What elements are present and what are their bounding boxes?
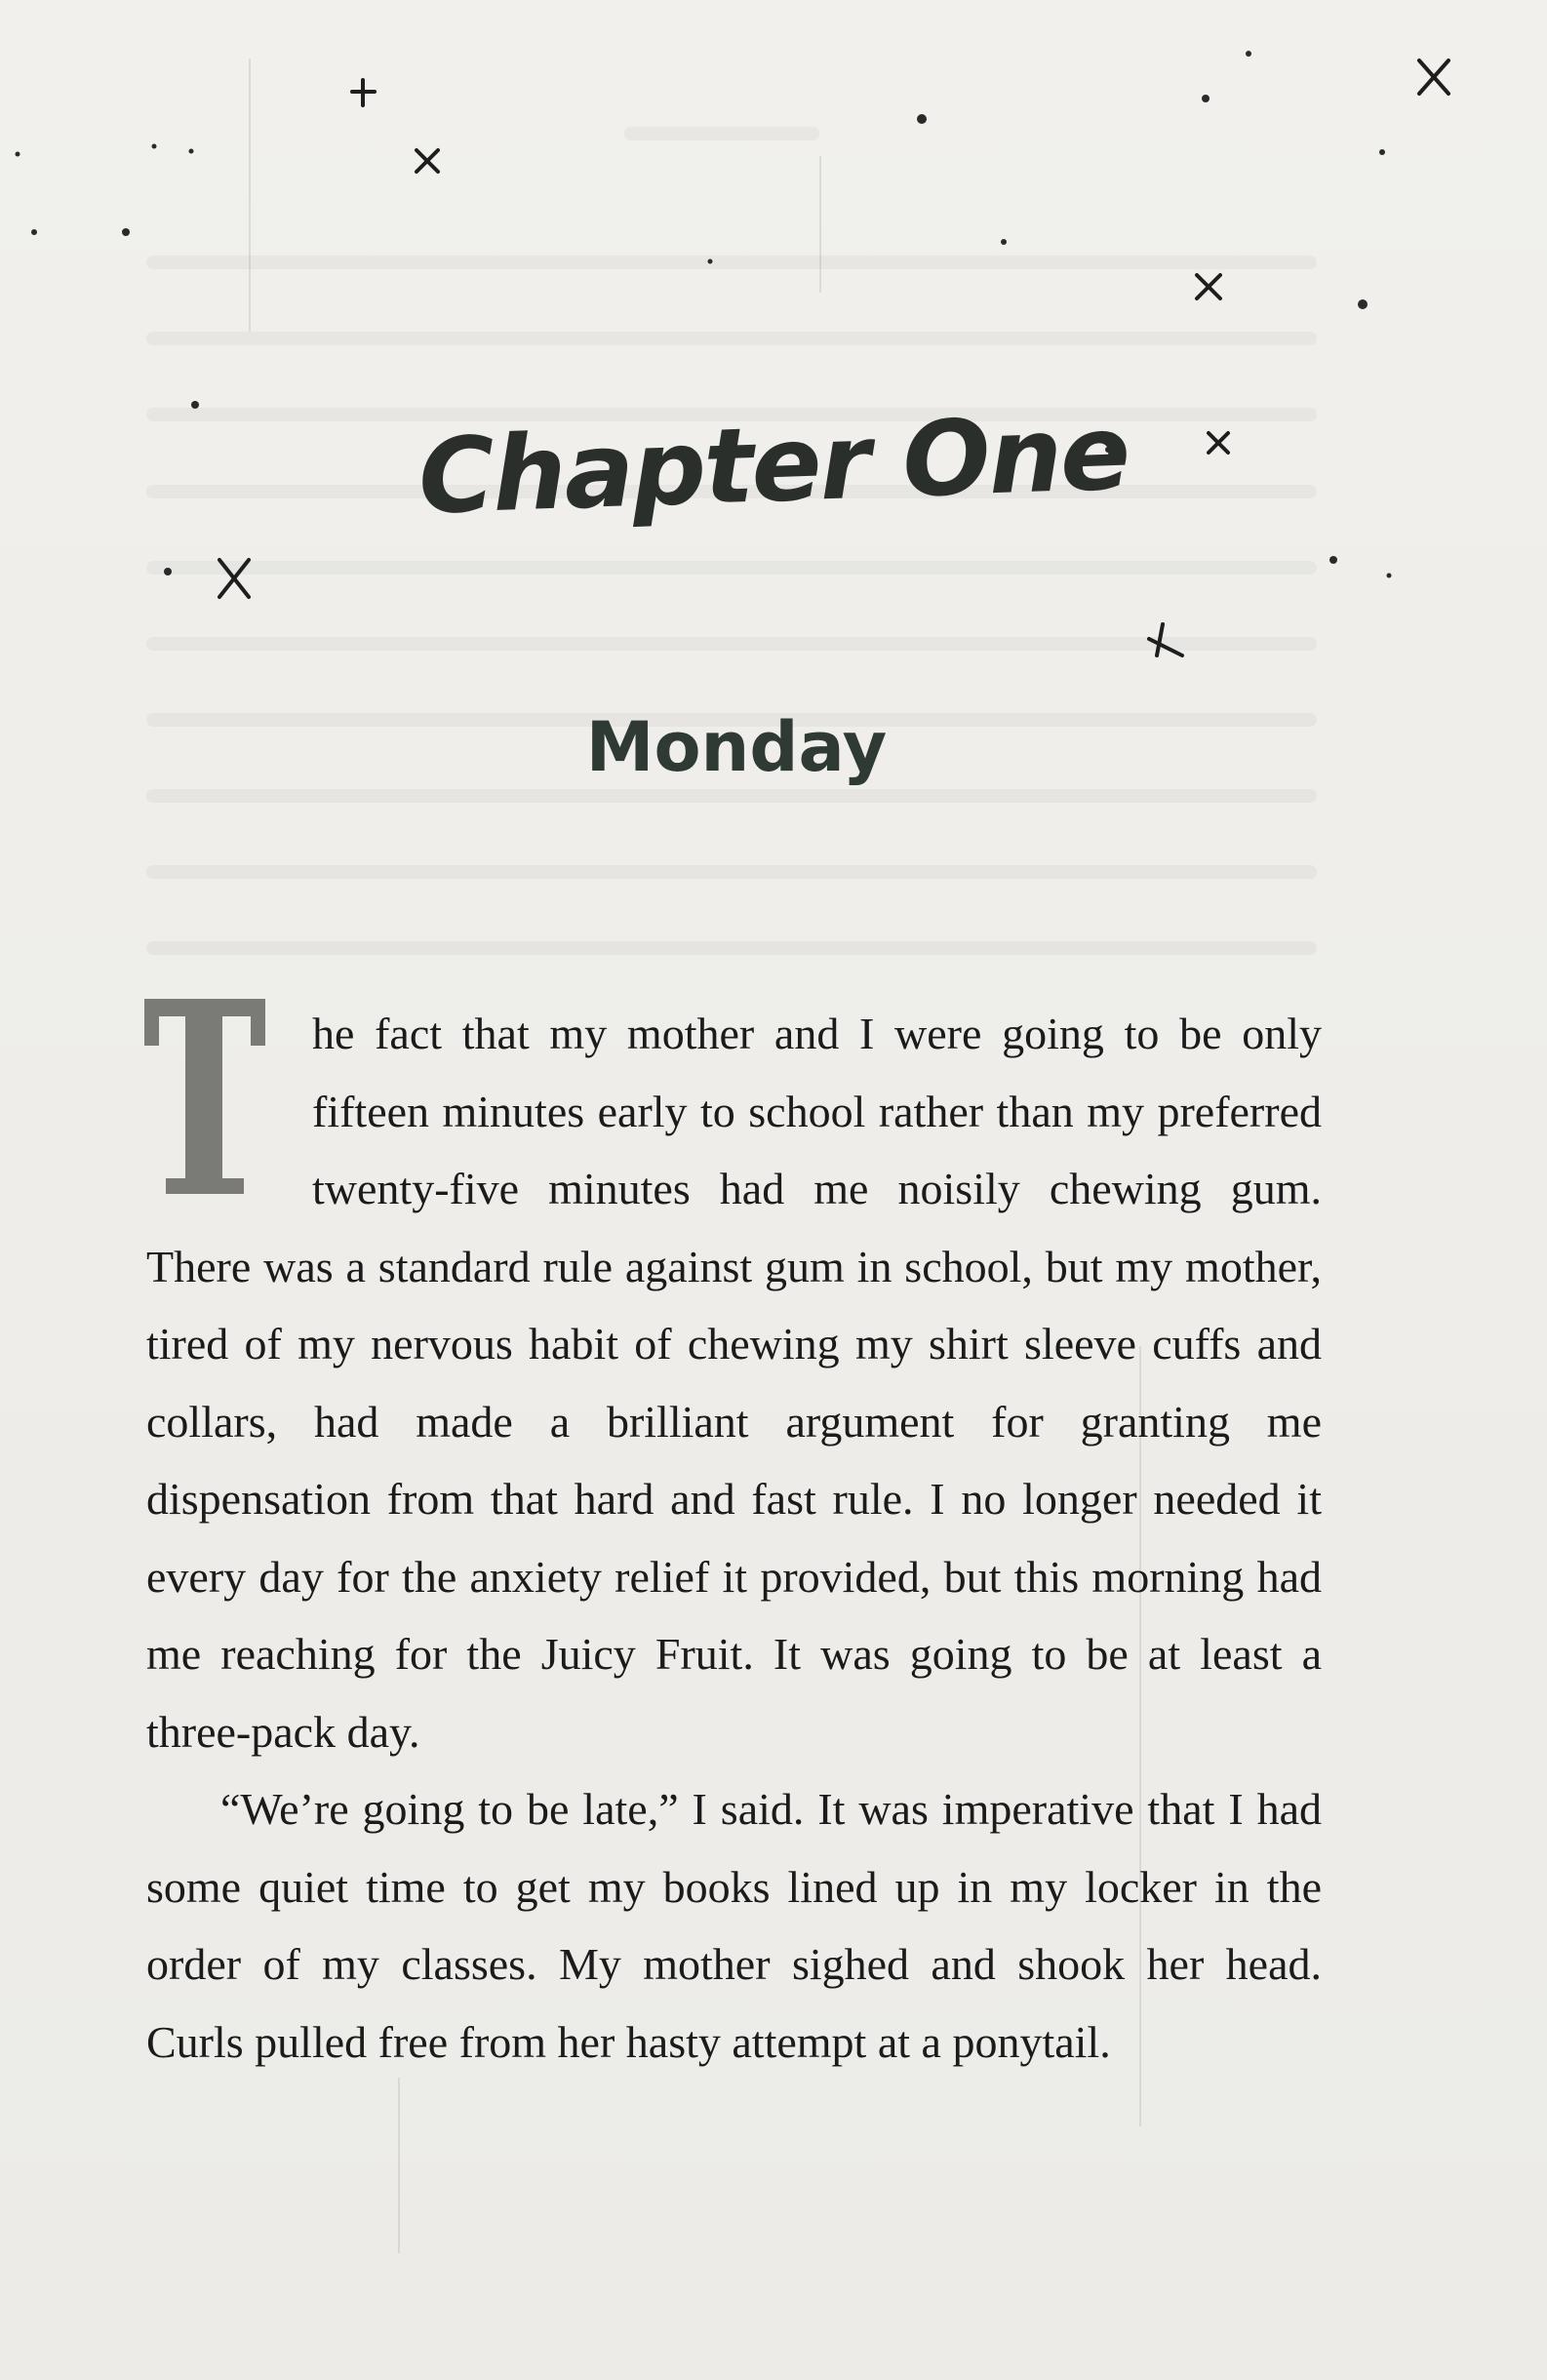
star-plus-icon bbox=[1149, 624, 1182, 655]
chapter-heading: Chapter One bbox=[416, 392, 1130, 537]
star-plus-icon bbox=[352, 80, 375, 105]
star-cross-icon bbox=[219, 560, 249, 597]
body-text bbox=[146, 995, 1322, 2081]
star-cross-icon bbox=[1197, 275, 1220, 298]
star-cross-icon bbox=[416, 150, 438, 172]
paragraph-2: “We’re going to be late,” I said. It was imperative that I had some quiet time to get my books lined up in my locker in the order of my classes. My mother sighed and shook her head. Curls pulled free from her hasty attempt at a ponytail. bbox=[146, 1784, 1322, 2067]
star-cross-icon bbox=[1419, 60, 1448, 94]
section-heading: Monday bbox=[585, 707, 888, 787]
drop-cap-spacer bbox=[146, 995, 312, 1219]
paragraph-1: he fact that my mother and I were going to be only fifteen minutes early to school rather than my preferred twenty-five minutes had me noisily chewing gum. There was a standard rule against gum in school, but my mother, tired of my nervous habit of chewing my shirt sleeve cuffs and collars, had made a brilliant argument for granting me dispensation from that hard and fast rule. I no longer needed it every day for the anxiety relief it provided, but this morning had me reaching for the Juicy Fruit. It was going to be at least a three-pack day. bbox=[146, 1009, 1322, 1757]
